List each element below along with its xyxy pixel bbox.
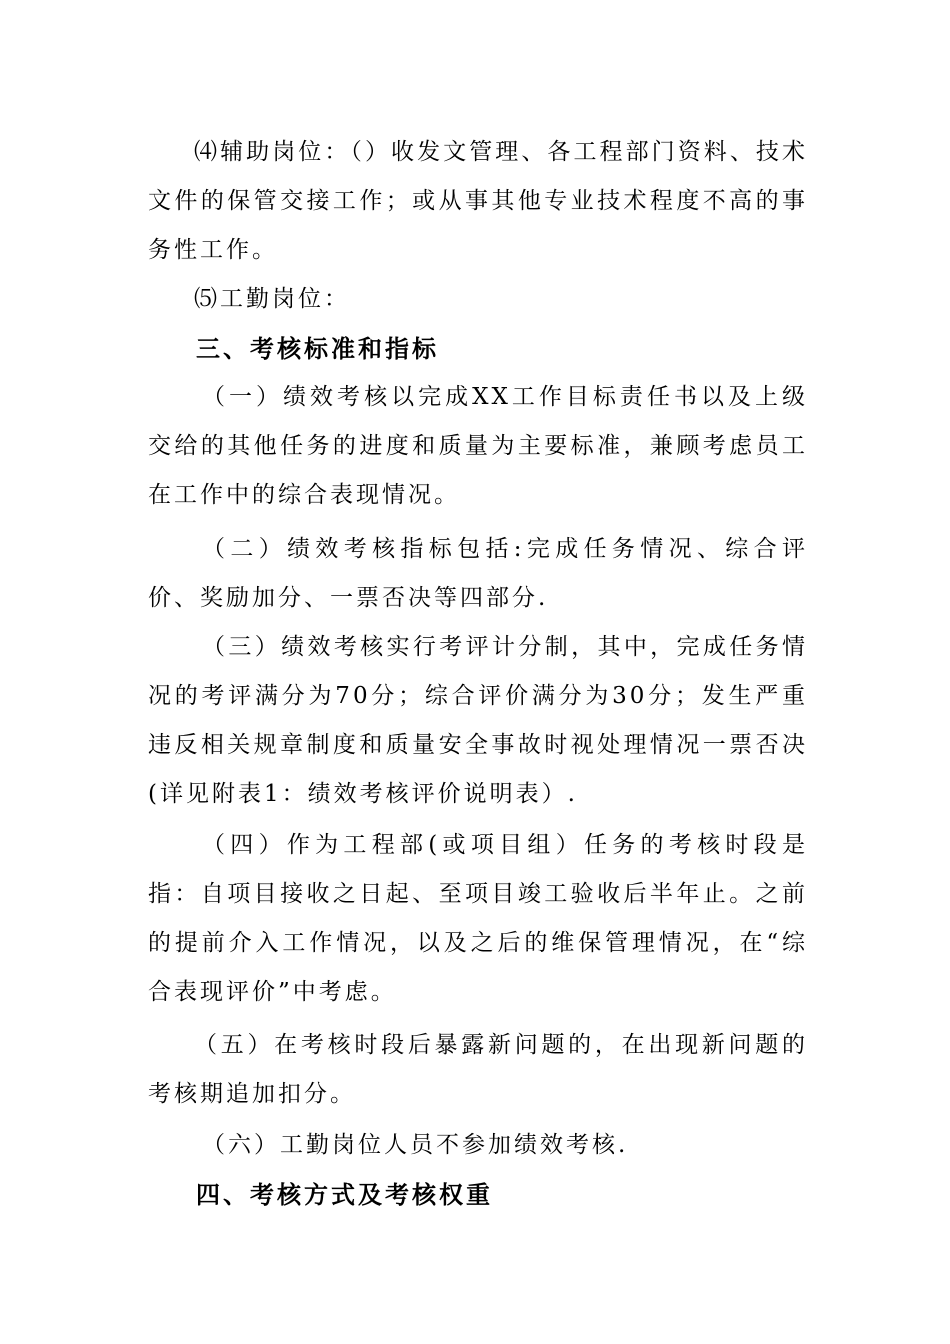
paragraph-criteria-2: （二）绩效考核指标包括:完成任务情况、综合评价、奖励加分、一票否决等四部分. [148,536,808,611]
section-heading-3: 三、考核标准和指标 [196,334,439,363]
paragraph-criteria-4: （四）作为工程部(或项目组）任务的考核时段是指：自项目接收之日起、至项目竣工验收后半年止。之前的提前介入工作情况，以及之后的维保管理情况，在“综合表现评价”中考虑。 [148,832,808,1005]
paragraph-criteria-5: （五）在考核时段后暴露新问题的，在出现新问题的考核期追加扣分。 [148,1032,808,1107]
paragraph-criteria-1: （一）绩效考核以完成XX工作目标责任书以及上级交给的其他任务的进度和质量为主要标准，兼顾考虑员工在工作中的综合表现情况。 [148,384,808,508]
paragraph-criteria-3: （三）绩效考核实行考评计分制，其中，完成任务情况的考评满分为70分；综合评价满分为30分；发生严重违反相关规章制度和质量安全事故时视处理情况一票否决(详见附表1：绩效考核评价说明表）. [148,634,808,807]
section-heading-4: 四、考核方式及考核权重 [196,1180,493,1209]
paragraph-auxiliary-position: ⑷辅助岗位：（）收发文管理、各工程部门资料、技术文件的保管交接工作；或从事其他专业技术程度不高的事务性工作。 [148,139,808,263]
paragraph-service-position: ⑸工勤岗位： [194,286,350,312]
paragraph-criteria-6: （六）工勤岗位人员不参加绩效考核. [202,1132,629,1158]
